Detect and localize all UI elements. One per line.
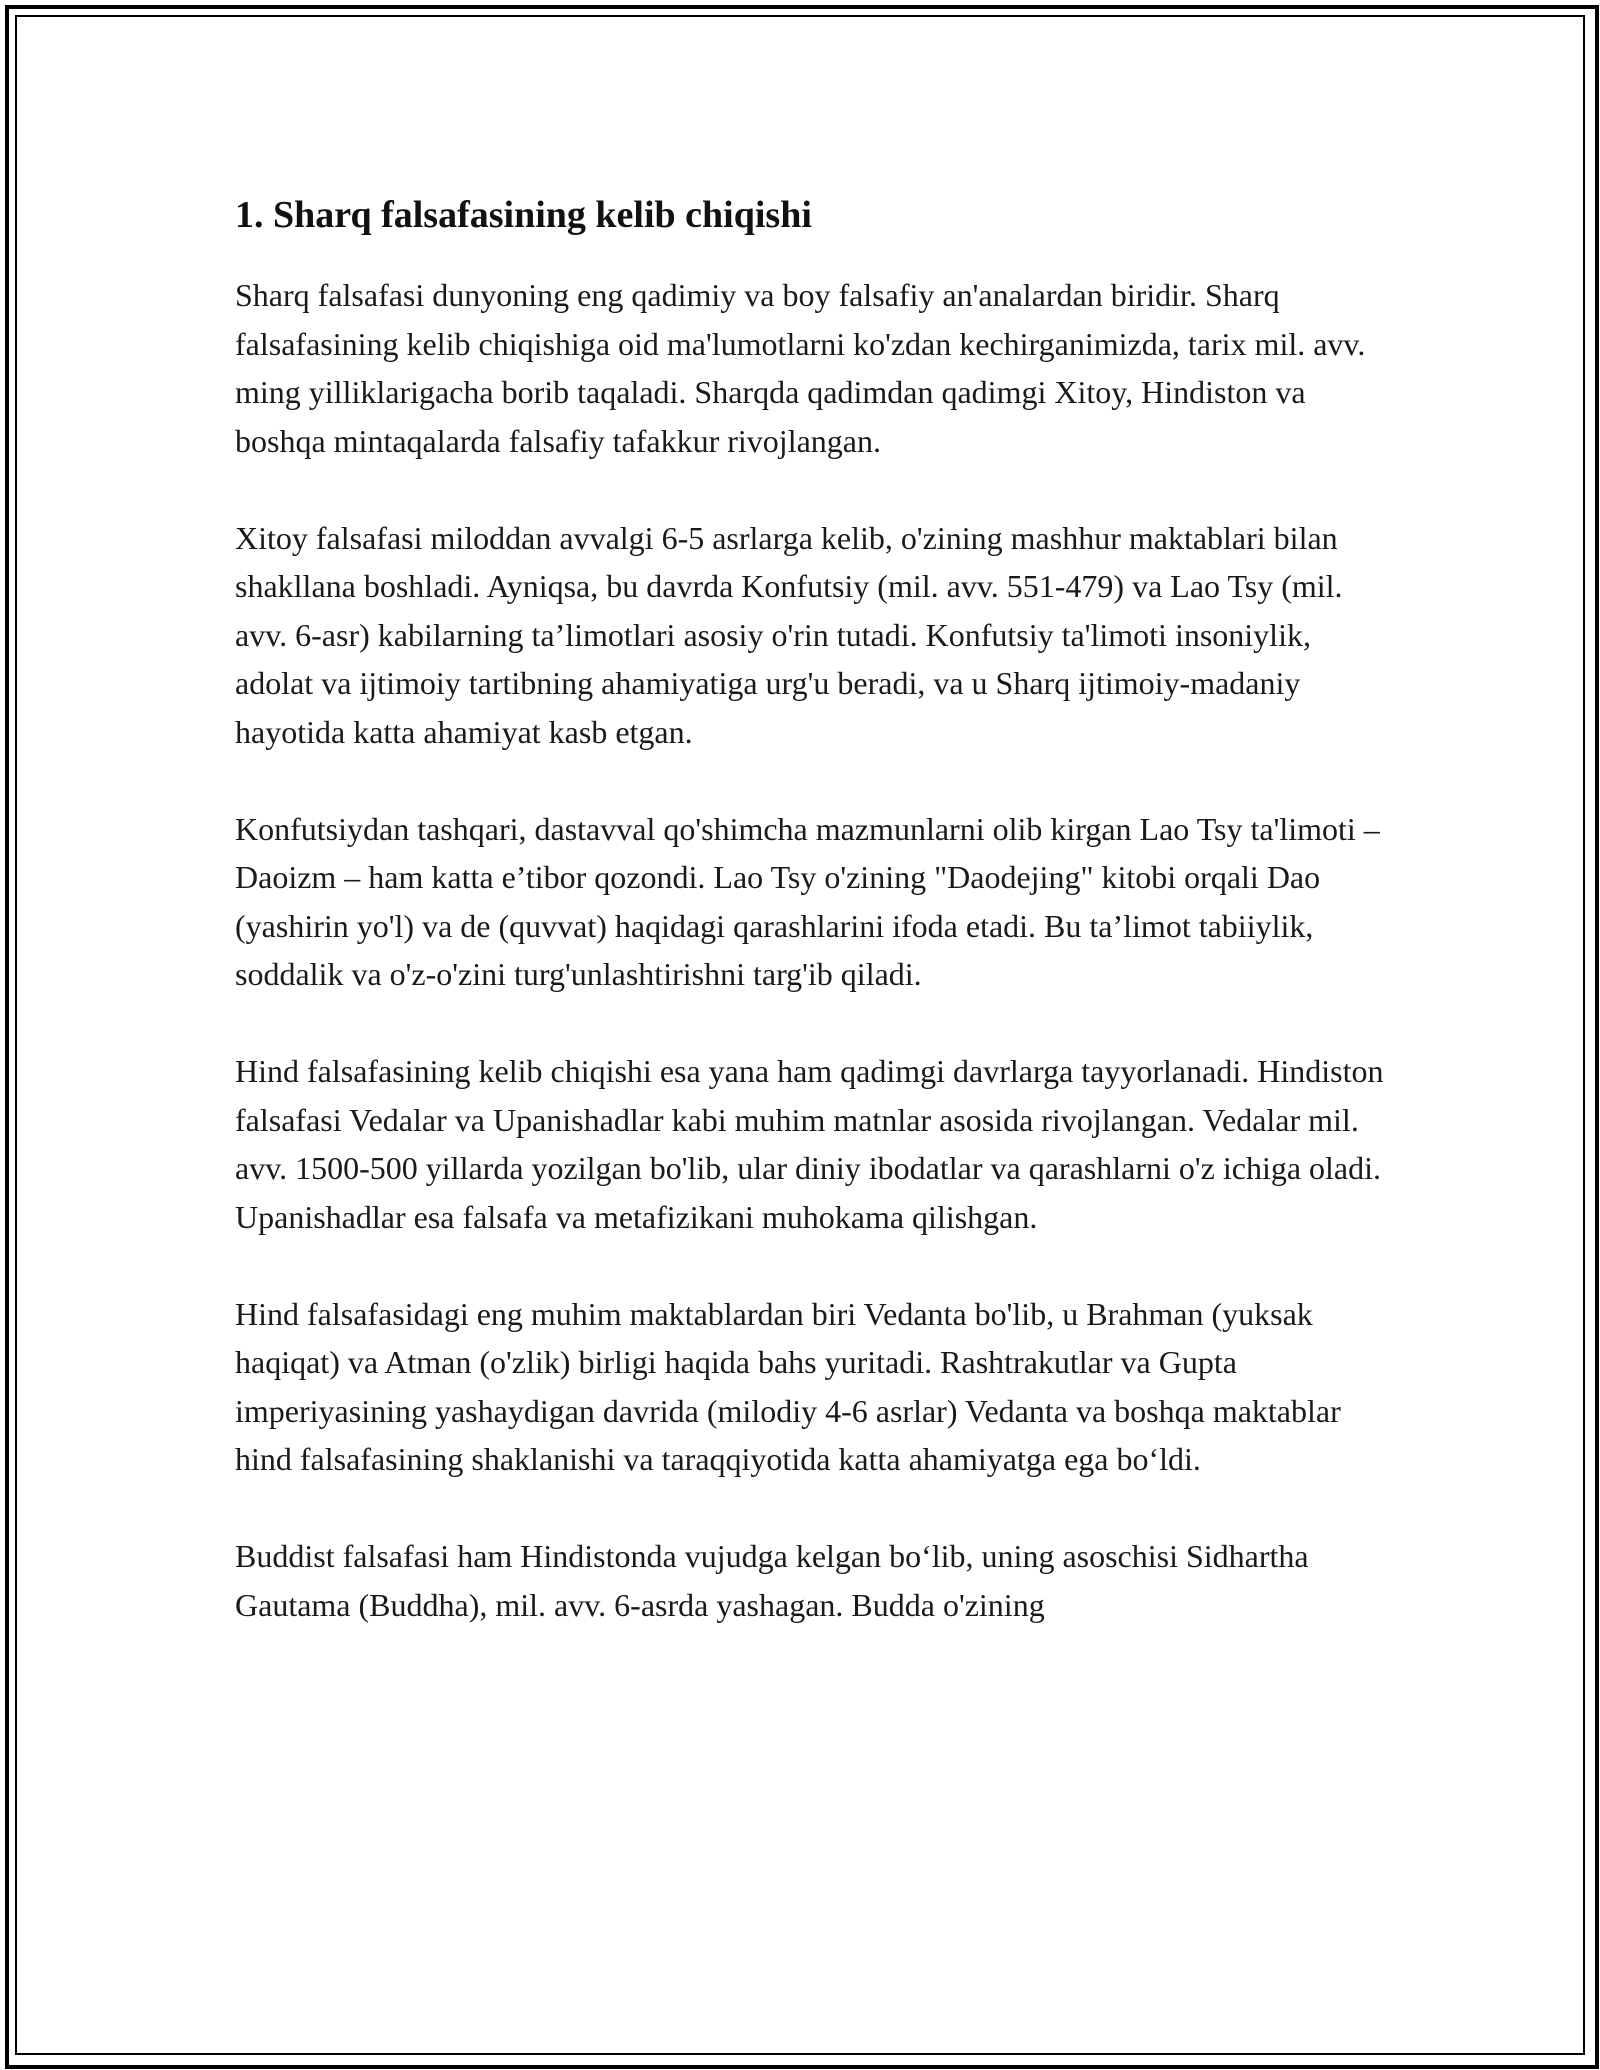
paragraph-6: Buddist falsafasi ham Hindistonda vujudga kelgan bo‘lib, uning asoschisi Sidhartha Gautama (Buddha), mil. avv. 6-asrda yashagan. Budda o'zining <box>235 1538 1309 1623</box>
paragraph-4: Hind falsafasining kelib chiqishi esa yana ham qadimgi davrlarga tayyorlanadi. Hindiston falsafasi Vedalar va Upanishadlar kabi muhim matnlar asosida rivojlangan. Vedalar mil. avv. 1500-500 yillarda yozilgan bo'lib, ular diniy ibodatlar va qarashlarni o'z ichiga oladi. Upanishadlar esa falsafa va metafizikani muhokama qilishgan. <box>235 1053 1384 1235</box>
section-heading: 1. Sharq falsafasining kelib chiqishi <box>235 194 812 236</box>
paragraph-5: Hind falsafasidagi eng muhim maktablardan biri Vedanta bo'lib, u Brahman (yuksak haqiqat) va Atman (o'zlik) birligi haqida bahs yuritadi. Rashtrakutlar va Gupta imperiyasining yashaydigan davrida (milodiy 4-6 asrlar) Vedanta va boshqa maktablar hind falsafasining shaklanishi va taraqqiyotida katta ahamiyatga ega bo‘ldi. <box>235 1295 1341 1477</box>
document-body <box>235 185 1385 1678</box>
paragraph-3: Konfutsiydan tashqari, dastavval qo'shimcha mazmunlarni olib kirgan Lao Tsy ta'limoti – Daoizm – ham katta e’tibor qozondi. Lao Tsy o'zining "Daodejing" kitobi orqali Dao (yashirin yo'l) va de (quvvat) haqidagi qarashlarini ifoda etadi. Bu ta’limot tabiiylik, soddalik va o'z-o'zini turg'unlashtirishni targ'ib qiladi. <box>235 810 1380 992</box>
paragraph-1: Sharq falsafasi dunyoning eng qadimiy va boy falsafiy an'analardan biridir. Sharq falsafasining kelib chiqishiga oid ma'lumotlarni ko'zdan kechirganimizda, tarix mil. avv. ming yilliklarigacha borib taqaladi. Sharqda qadimdan qadimgi Xitoy, Hindiston va boshqa mintaqalarda falsafiy tafakkur rivojlangan. <box>235 277 1366 459</box>
paragraph-2: Xitoy falsafasi miloddan avvalgi 6-5 asrlarga kelib, o'zining mashhur maktablari bilan shakllana boshladi. Ayniqsa, bu davrda Konfutsiy (mil. avv. 551-479) va Lao Tsy (mil. avv. 6-asr) kabilarning ta’limotlari asosiy o'rin tutadi. Konfutsiy ta'limoti insoniylik, adolat va ijtimoiy tartibning ahamiyatiga urg'u beradi, va u Sharq ijtimoiy-madaniy hayotida katta ahamiyat kasb etgan. <box>235 519 1343 750</box>
